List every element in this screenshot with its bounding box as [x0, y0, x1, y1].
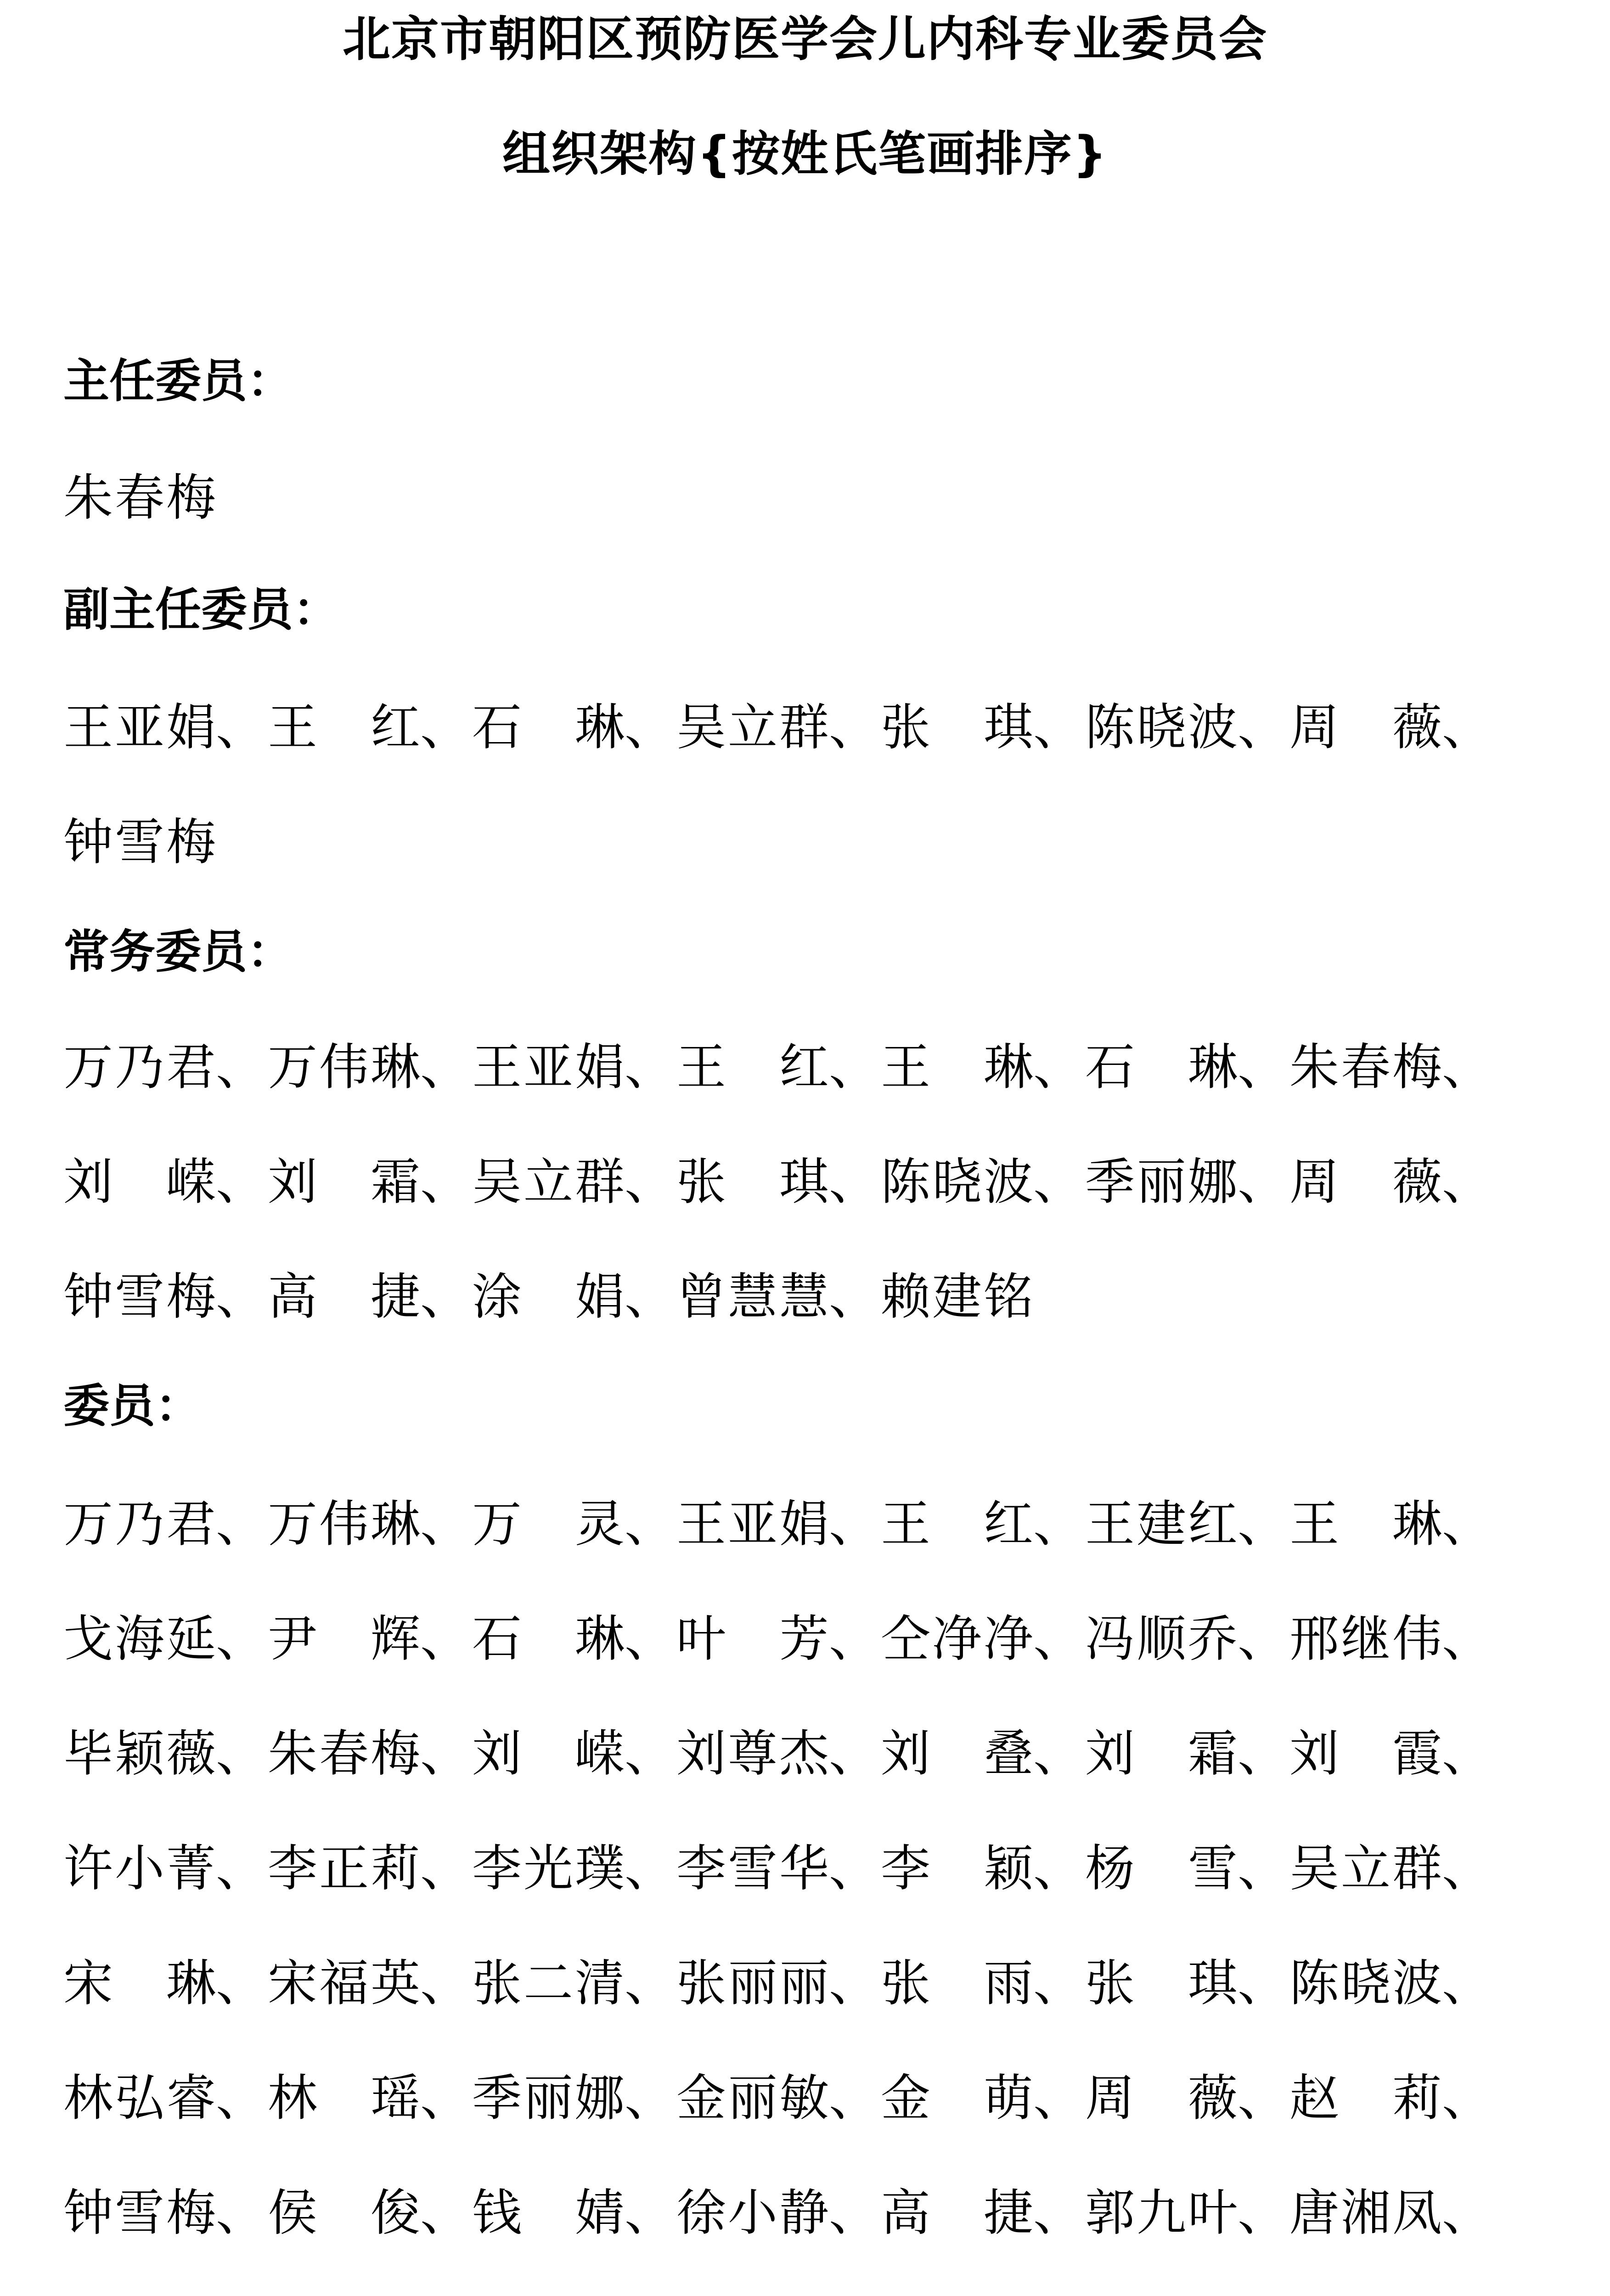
- member-name: 石 琳: [472, 699, 625, 756]
- name-separator: 、: [1442, 1840, 1492, 1897]
- name-separator: 、: [1238, 2070, 1288, 2127]
- name-separator: 、: [1442, 1610, 1492, 1668]
- name-separator: 、: [1442, 1496, 1492, 1553]
- name-separator: 、: [829, 1610, 879, 1668]
- name-separator: 、: [216, 1268, 266, 1326]
- name-separator: 、: [216, 1496, 266, 1553]
- member-name: 李 颖: [881, 1840, 1033, 1897]
- name-separator: 、: [1033, 1039, 1083, 1096]
- member-name: 刘尊杰: [676, 1725, 829, 1783]
- name-separator: 、: [1238, 1610, 1288, 1668]
- member-name: 宋 琳: [63, 1955, 216, 2012]
- name-separator: 、: [1033, 1154, 1083, 1211]
- section-heading-deputy-director: 副主任委员：: [63, 583, 339, 636]
- name-separator: 、: [829, 1268, 879, 1326]
- member-name: 刘 嵘: [63, 1154, 216, 1211]
- name-separator: 、: [216, 1955, 266, 2012]
- member-name: 郭九叶: [1085, 2184, 1238, 2242]
- member-name: 徐小静: [676, 2184, 829, 2242]
- member-name: 季丽娜: [472, 2070, 625, 2127]
- section-heading-standing-member: 常务委员：: [63, 925, 293, 979]
- name-separator: 、: [625, 2184, 675, 2242]
- member-name: 刘 嵘: [472, 1725, 625, 1783]
- name-separator: 、: [625, 1154, 675, 1211]
- member-name: 张 雨: [881, 1955, 1033, 2012]
- member-name: 李光璞: [472, 1840, 625, 1897]
- member-name: 万 灵: [472, 1496, 625, 1553]
- member-name: 钱 婧: [472, 2184, 625, 2242]
- name-separator: 、: [1442, 699, 1492, 756]
- member-name: 侯 俊: [268, 2184, 420, 2242]
- name-separator: 、: [1238, 1496, 1288, 1553]
- name-separator: 、: [829, 1725, 879, 1783]
- name-separator: 、: [1442, 1039, 1492, 1096]
- member-name: 张 琪: [1085, 1955, 1238, 2012]
- member-name: 许小菁: [63, 1840, 216, 1897]
- section-heading-member: 委员：: [63, 1379, 201, 1433]
- member-name: 王亚娟: [676, 1496, 829, 1553]
- name-separator: 、: [829, 699, 879, 756]
- name-separator: 、: [625, 1840, 675, 1897]
- name-separator: 、: [625, 1039, 675, 1096]
- name-separator: 、: [1238, 1039, 1288, 1096]
- name-separator: 、: [420, 1725, 470, 1783]
- member-name: 王 红: [881, 1496, 1033, 1553]
- name-separator: 、: [1442, 1154, 1492, 1211]
- member-name: 万伟琳: [268, 1496, 420, 1553]
- member-name: 万乃君: [63, 1496, 216, 1553]
- member-name: 高 捷: [268, 1268, 420, 1326]
- member-name: 陈晓波: [1289, 1955, 1442, 2012]
- name-separator: 、: [1033, 1955, 1083, 2012]
- name-line: [63, 1038, 1579, 1097]
- name-line: [63, 1495, 1579, 1554]
- member-name: 金丽敏: [676, 2070, 829, 2127]
- name-line: [63, 2069, 1579, 2128]
- name-separator: 、: [625, 1725, 675, 1783]
- name-separator: 、: [625, 1955, 675, 2012]
- name-separator: 、: [1033, 1725, 1083, 1783]
- name-line: [63, 1267, 1579, 1327]
- member-name: 朱春梅: [63, 469, 216, 527]
- name-line: [63, 698, 1579, 758]
- name-separator: 、: [420, 2184, 470, 2242]
- member-name: 高 捷: [881, 2184, 1033, 2242]
- name-separator: 、: [1033, 1840, 1083, 1897]
- member-name: 王亚娟: [472, 1039, 625, 1096]
- name-line: [63, 1153, 1579, 1212]
- name-line: [63, 1839, 1579, 1899]
- name-separator: 、: [1442, 1725, 1492, 1783]
- name-separator: 、: [216, 1039, 266, 1096]
- member-name: 季丽娜: [1085, 1154, 1238, 1211]
- name-separator: 、: [420, 2070, 470, 2127]
- name-separator: 、: [420, 1955, 470, 2012]
- member-name: 钟雪梅: [63, 2184, 216, 2242]
- member-name: 王亚娟: [63, 699, 216, 756]
- member-name: 王 琳: [881, 1039, 1033, 1096]
- member-name: 涂 娟: [472, 1268, 625, 1326]
- name-separator: 、: [1033, 699, 1083, 756]
- name-line: [63, 2183, 1579, 2243]
- document-title-line-1: 北京市朝阳区预防医学会儿内科专业委员会: [342, 11, 1267, 67]
- member-name: 曾慧慧: [676, 1268, 829, 1326]
- member-name: 钟雪梅: [63, 1268, 216, 1326]
- member-name: 张 琪: [676, 1154, 829, 1211]
- member-name: 李雪华: [676, 1840, 829, 1897]
- name-separator: 、: [1442, 2070, 1492, 2127]
- name-separator: 、: [1033, 1610, 1083, 1668]
- name-separator: 、: [829, 1840, 879, 1897]
- member-name: 叶 芳: [676, 1610, 829, 1668]
- member-name: 周 薇: [1289, 699, 1442, 756]
- member-name: 陈晓波: [881, 1154, 1033, 1211]
- name-line: [63, 1609, 1579, 1669]
- name-line: [63, 468, 1579, 528]
- member-name: 王 红: [676, 1039, 829, 1096]
- name-separator: 、: [420, 1840, 470, 1897]
- member-name: 周 薇: [1085, 2070, 1238, 2127]
- member-name: 李正莉: [268, 1840, 420, 1897]
- member-name: 赖建铭: [881, 1268, 1033, 1326]
- member-name: 王建红: [1085, 1496, 1238, 1553]
- name-separator: 、: [625, 1610, 675, 1668]
- name-line: [63, 813, 1579, 872]
- member-name: 仝净净: [881, 1610, 1033, 1668]
- name-separator: 、: [216, 2184, 266, 2242]
- member-name: 刘 叠: [881, 1725, 1033, 1783]
- member-name: 尹 辉: [268, 1610, 420, 1668]
- name-separator: 、: [216, 1154, 266, 1211]
- name-line: [63, 1724, 1579, 1784]
- member-name: 吴立群: [472, 1154, 625, 1211]
- name-separator: 、: [420, 1268, 470, 1326]
- name-separator: 、: [216, 1840, 266, 1897]
- name-separator: 、: [1033, 2070, 1083, 2127]
- member-name: 冯顺乔: [1085, 1610, 1238, 1668]
- member-name: 张丽丽: [676, 1955, 829, 2012]
- document-title-line-2: 组织架构{按姓氏笔画排序}: [502, 126, 1108, 182]
- member-name: 刘 霜: [268, 1154, 420, 1211]
- member-name: 吴立群: [1289, 1840, 1442, 1897]
- name-separator: 、: [1238, 1955, 1288, 2012]
- section-heading-director: 主任委员：: [63, 354, 293, 408]
- member-name: 张 琪: [881, 699, 1033, 756]
- member-name: 金 萌: [881, 2070, 1033, 2127]
- name-separator: 、: [1238, 1725, 1288, 1783]
- name-separator: 、: [829, 1039, 879, 1096]
- name-separator: 、: [216, 2070, 266, 2127]
- name-separator: 、: [420, 1154, 470, 1211]
- name-separator: 、: [1442, 2184, 1492, 2242]
- member-name: 万乃君: [63, 1039, 216, 1096]
- name-separator: 、: [216, 1725, 266, 1783]
- name-separator: 、: [829, 2070, 879, 2127]
- name-separator: 、: [1238, 2184, 1288, 2242]
- name-separator: 、: [216, 699, 266, 756]
- member-name: 杨 雪: [1085, 1840, 1238, 1897]
- name-separator: 、: [829, 1955, 879, 2012]
- member-name: 赵 莉: [1289, 2070, 1442, 2127]
- member-name: 陈晓波: [1085, 699, 1238, 756]
- name-separator: 、: [216, 1610, 266, 1668]
- member-name: 张二清: [472, 1955, 625, 2012]
- member-name: 毕颖薇: [63, 1725, 216, 1783]
- member-name: 石 琳: [472, 1610, 625, 1668]
- member-name: 唐湘凤: [1289, 2184, 1442, 2242]
- name-separator: 、: [420, 699, 470, 756]
- member-name: 周 薇: [1289, 1154, 1442, 1211]
- member-name: 钟雪梅: [63, 814, 216, 871]
- name-separator: 、: [625, 699, 675, 756]
- member-name: 刘 霜: [1085, 1725, 1238, 1783]
- name-separator: 、: [1033, 2184, 1083, 2242]
- member-name: 王 琳: [1289, 1496, 1442, 1553]
- name-separator: 、: [625, 2070, 675, 2127]
- name-separator: 、: [420, 1039, 470, 1096]
- member-name: 吴立群: [676, 699, 829, 756]
- name-separator: 、: [420, 1610, 470, 1668]
- member-name: 朱春梅: [1289, 1039, 1442, 1096]
- member-name: 朱春梅: [268, 1725, 420, 1783]
- name-separator: 、: [420, 1496, 470, 1553]
- name-separator: 、: [829, 1154, 879, 1211]
- member-name: 戈海延: [63, 1610, 216, 1668]
- member-name: 万伟琳: [268, 1039, 420, 1096]
- member-name: 林 瑶: [268, 2070, 420, 2127]
- name-line: [63, 1954, 1579, 2014]
- name-separator: 、: [1238, 1840, 1288, 1897]
- name-separator: 、: [1442, 1955, 1492, 2012]
- name-separator: 、: [1238, 1154, 1288, 1211]
- name-separator: 、: [625, 1496, 675, 1553]
- member-name: 邢继伟: [1289, 1610, 1442, 1668]
- member-name: 宋福英: [268, 1955, 420, 2012]
- name-separator: 、: [829, 2184, 879, 2242]
- name-separator: 、: [1033, 1496, 1083, 1553]
- name-separator: 、: [625, 1268, 675, 1326]
- name-separator: 、: [829, 1496, 879, 1553]
- member-name: 石 琳: [1085, 1039, 1238, 1096]
- member-name: 林弘睿: [63, 2070, 216, 2127]
- member-name: 刘 霞: [1289, 1725, 1442, 1783]
- member-name: 王 红: [268, 699, 420, 756]
- name-separator: 、: [1238, 699, 1288, 756]
